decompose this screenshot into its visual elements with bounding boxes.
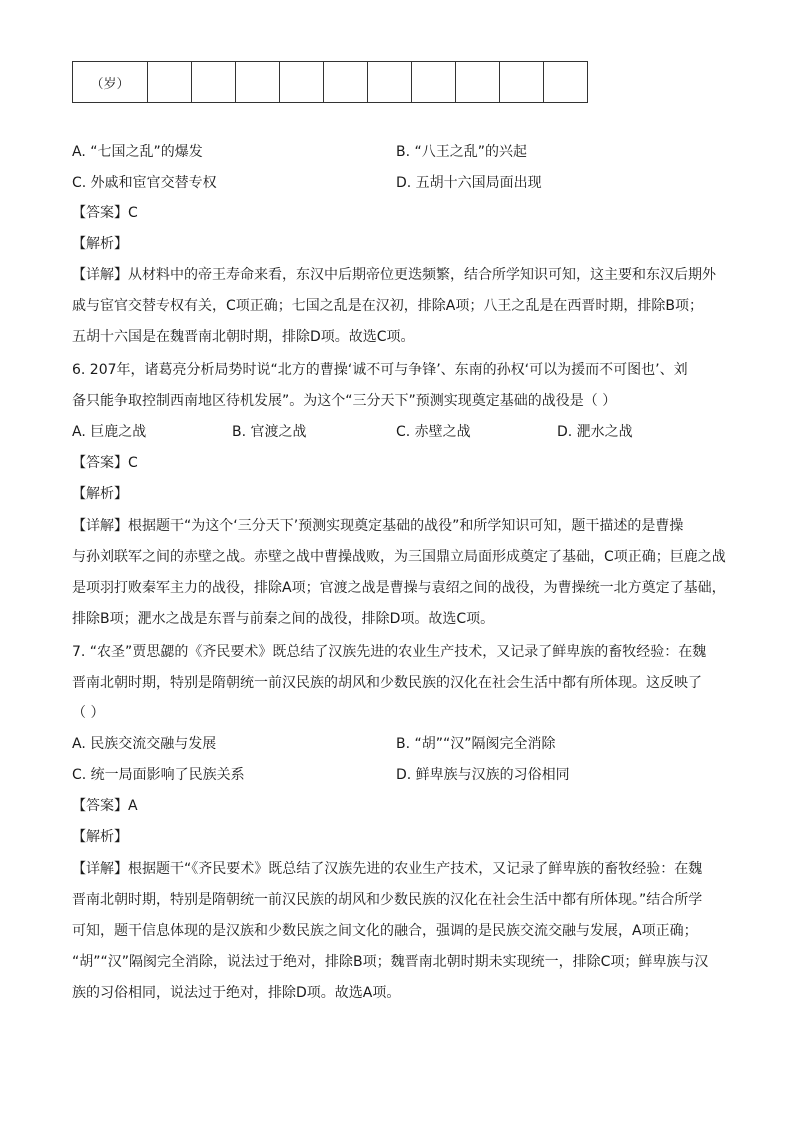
q6-option-c: C. 赤壁之战 bbox=[396, 424, 471, 440]
q7-stem-line: 晋南北朝时期，特别是隋朝统一前汉民族的胡风和少数民族的汉化在社会生活中都有所体现。这反映了 bbox=[72, 675, 702, 691]
q7-option-a: A. 民族交流交融与发展 bbox=[72, 736, 217, 752]
table-blank-cell bbox=[280, 62, 324, 103]
q6-stem-line: 6. 207年，诸葛亮分析局势时说“北方的曹操‘诚不可与争锋’、东南的孙权‘可以为援而不可图也’、刘 bbox=[72, 362, 688, 378]
q6-detail-line: 【详解】根据题干“为这个‘三分天下’预测实现奠定基础的战役”和所学知识可知，题干描述的是曹操 bbox=[72, 518, 684, 534]
q5-option-d: D. 五胡十六国局面出现 bbox=[396, 175, 542, 191]
table-blank-cell bbox=[236, 62, 280, 103]
q5-answer: 【答案】C bbox=[72, 205, 138, 221]
q5-detail-line: 戚与宦官交替专权有关，C项正确；七国之乱是在汉初，排除A项；八王之乱是在西晋时期，排除B项； bbox=[72, 298, 703, 314]
q5-analysis-title: 【解析】 bbox=[72, 236, 128, 252]
q5-option-a: A. “七国之乱”的爆发 bbox=[72, 144, 203, 160]
q7-analysis-title: 【解析】 bbox=[72, 829, 128, 845]
table-blank-cell bbox=[412, 62, 456, 103]
table-blank-cell bbox=[148, 62, 192, 103]
table-row bbox=[73, 62, 588, 103]
q7-option-d: D. 鲜卑族与汉族的习俗相同 bbox=[396, 767, 570, 783]
q5-detail-line: 【详解】从材料中的帝王寿命来看，东汉中后期帝位更迭频繁，结合所学知识可知，这主要和东汉后期外 bbox=[72, 267, 716, 283]
q7-option-c: C. 统一局面影响了民族关系 bbox=[72, 767, 245, 783]
table-blank-cell bbox=[456, 62, 500, 103]
q6-option-d: D. 淝水之战 bbox=[557, 424, 633, 440]
table-blank-cell bbox=[500, 62, 544, 103]
q6-stem-line: 备只能争取控制西南地区待机发展”。为这个“三分天下”预测实现奠定基础的战役是（ ） bbox=[72, 393, 617, 409]
table-blank-cell bbox=[544, 62, 588, 103]
q7-stem-line: （ ） bbox=[72, 705, 105, 721]
q6-detail-line: 排除B项；淝水之战是东晋与前秦之间的战役，排除D项。故选C项。 bbox=[72, 611, 495, 627]
table-blank-cell bbox=[324, 62, 368, 103]
q6-option-b: B. 官渡之战 bbox=[232, 424, 307, 440]
q6-option-a: A. 巨鹿之战 bbox=[72, 424, 147, 440]
q7-stem-line: 7. “农圣”贾思勰的《齐民要术》既总结了汉族先进的农业生产技术，又记录了鲜卑族的畜牧经验：在魏 bbox=[72, 644, 707, 660]
q6-detail-line: 与孙刘联军之间的赤壁之战。赤壁之战中曹操战败，为三国鼎立局面形成奠定了基础，C项正确；巨鹿之战 bbox=[72, 549, 726, 565]
q7-detail-line: “胡”“汉”隔阂完全消除，说法过于绝对，排除B项；魏晋南北朝时期未实现统一，排除C项；鲜卑族与汉 bbox=[72, 954, 709, 970]
q5-option-b: B. “八王之乱”的兴起 bbox=[396, 144, 528, 160]
q6-answer: 【答案】C bbox=[72, 455, 138, 471]
q7-detail-line: 族的习俗相同，说法过于绝对，排除D项。故选A项。 bbox=[72, 985, 401, 1001]
q5-detail-line: 五胡十六国是在魏晋南北朝时期，排除D项。故选C项。 bbox=[72, 329, 415, 345]
table-blank-cell bbox=[368, 62, 412, 103]
q7-option-b: B. “胡”“汉”隔阂完全消除 bbox=[396, 736, 556, 752]
q7-detail-line: 可知，题干信息体现的是汉族和少数民族之间文化的融合，强调的是民族交流交融与发展，A项正确； bbox=[72, 923, 698, 939]
table-label-cell: （岁） bbox=[73, 62, 148, 103]
q5-option-c: C. 外戚和宦官交替专权 bbox=[72, 175, 217, 191]
table-blank-cell bbox=[192, 62, 236, 103]
q6-detail-line: 是项羽打败秦军主力的战役，排除A项；官渡之战是曹操与袁绍之间的战役，为曹操统一北方奠定了基础， bbox=[72, 580, 726, 596]
q6-analysis-title: 【解析】 bbox=[72, 486, 128, 502]
q7-detail-line: 【详解】根据题干“《齐民要术》既总结了汉族先进的农业生产技术，又记录了鲜卑族的畜牧经验：在魏 bbox=[72, 861, 703, 877]
q7-answer: 【答案】A bbox=[72, 798, 138, 814]
q7-detail-line: 晋南北朝时期，特别是隋朝统一前汉民族的胡风和少数民族的汉化在社会生活中都有所体现。”结合所学 bbox=[72, 892, 703, 908]
age-table bbox=[72, 61, 588, 103]
